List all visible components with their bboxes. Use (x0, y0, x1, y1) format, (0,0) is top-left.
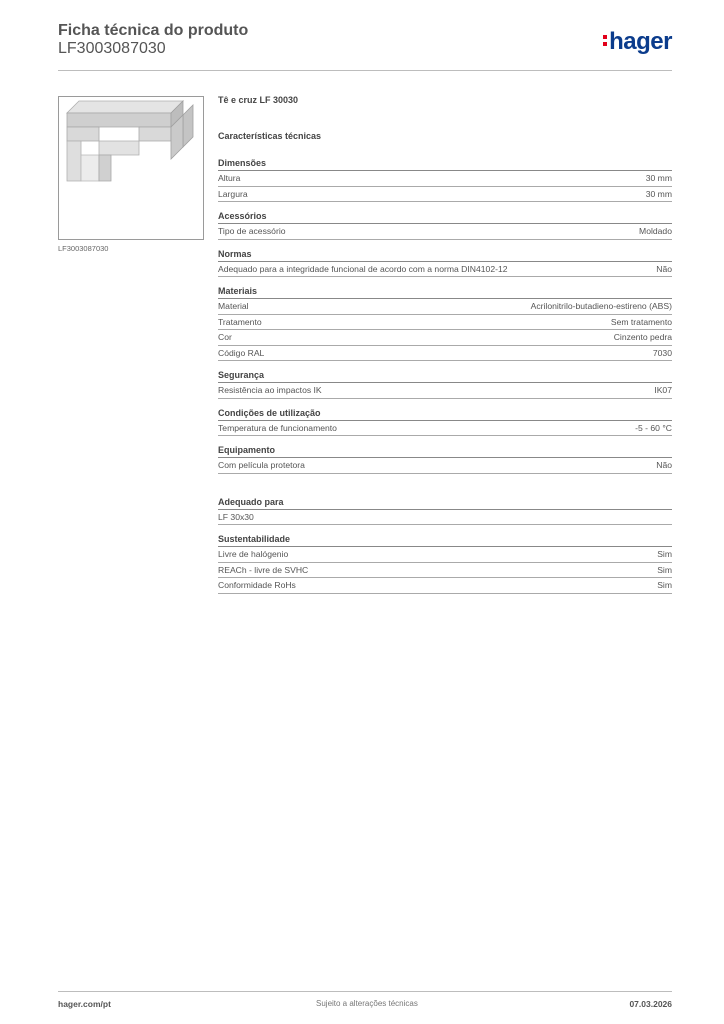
spec-label: REACh - livre de SVHC (218, 564, 309, 575)
spec-label: Tipo de acessório (218, 226, 286, 236)
spec-label: Altura (218, 173, 241, 183)
spec-value: Sim (657, 564, 672, 575)
spec-value: Cinzento pedra (613, 332, 672, 342)
spec-row (218, 421, 672, 437)
spec-value: Sem tratamento (610, 316, 672, 327)
spec-row (218, 171, 672, 187)
spec-row (218, 563, 672, 579)
section-title: Normas (218, 249, 672, 262)
section-title: Acessórios (218, 211, 672, 224)
spec-value: -5 - 60 °C (635, 422, 672, 433)
spec-label: Largura (218, 188, 248, 199)
spec-row (218, 510, 672, 526)
page-header (58, 20, 672, 71)
product-details (218, 95, 672, 603)
section-sustainability (218, 534, 672, 594)
page-title: Ficha técnica do produto (58, 22, 249, 39)
logo-text: hager (609, 28, 672, 55)
product-image (58, 96, 204, 240)
spec-row (218, 346, 672, 362)
spec-row (218, 299, 672, 315)
spec-value: Não (656, 263, 672, 274)
spec-label: Material (218, 301, 249, 311)
section-title: Condições de utilização (218, 408, 672, 421)
spec-label: Com película protetora (218, 460, 305, 470)
spec-row (218, 458, 672, 474)
section-safety (218, 370, 672, 399)
spec-label: Livre de halógenio (218, 549, 289, 559)
section-title: Dimensões (218, 158, 672, 171)
section-title: Sustentabilidade (218, 534, 672, 547)
tee-cross-icon (59, 97, 203, 239)
spec-row (218, 315, 672, 331)
spec-label: Código RAL (218, 347, 265, 358)
spec-value: 30 mm (645, 188, 672, 199)
spec-value: 30 mm (645, 173, 672, 183)
section-title: Segurança (218, 370, 672, 383)
footer-note: Sujeito a alterações técnicas (316, 999, 418, 1008)
spec-row (218, 187, 672, 203)
section-equipment (218, 445, 672, 474)
product-name: Tê e cruz LF 30030 (218, 95, 299, 105)
section-materials (218, 286, 672, 361)
section-spacer (218, 483, 672, 497)
spec-row (218, 383, 672, 399)
spec-value: Não (656, 460, 672, 470)
section-suitable-for (218, 497, 672, 526)
spec-label: Conformidade RoHs (218, 580, 296, 590)
spec-label: Cor (218, 332, 232, 342)
section-title: Equipamento (218, 445, 672, 458)
spec-value: 7030 (652, 347, 672, 358)
technical-characteristics-title: Características técnicas (218, 131, 322, 141)
spec-value: Sim (657, 549, 672, 559)
spec-value: Sim (657, 580, 672, 590)
product-reference: LF3003087030 (58, 40, 166, 57)
document-date: 07.03.2026 (629, 999, 672, 1009)
spec-label: Adequado para a integridade funcional de acordo com a norma DIN4102-12 (218, 263, 508, 274)
section-operating-conditions (218, 408, 672, 437)
hager-logo (603, 28, 672, 56)
website-link[interactable]: hager.com/pt (58, 999, 111, 1009)
section-accessories (218, 211, 672, 240)
image-caption: LF3003087030 (58, 244, 109, 253)
section-standards (218, 249, 672, 278)
spec-label: LF 30x30 (218, 511, 254, 522)
spec-row (218, 547, 672, 563)
section-title: Adequado para (218, 497, 672, 510)
section-title: Materiais (218, 286, 672, 299)
spec-value: Acrilonitrilo-butadieno-estireno (ABS) (530, 301, 672, 311)
logo-dots-icon (603, 35, 608, 46)
spec-value: Moldado (639, 226, 672, 236)
spec-row (218, 578, 672, 594)
spec-row (218, 262, 672, 278)
spec-row (218, 330, 672, 346)
spec-label: Resistência ao impactos IK (218, 385, 322, 395)
spec-label: Tratamento (218, 316, 262, 327)
page-footer (58, 991, 672, 1012)
spec-value: IK07 (654, 385, 672, 395)
spec-row (218, 224, 672, 240)
section-dimensions (218, 158, 672, 202)
spec-label: Temperatura de funcionamento (218, 422, 337, 433)
